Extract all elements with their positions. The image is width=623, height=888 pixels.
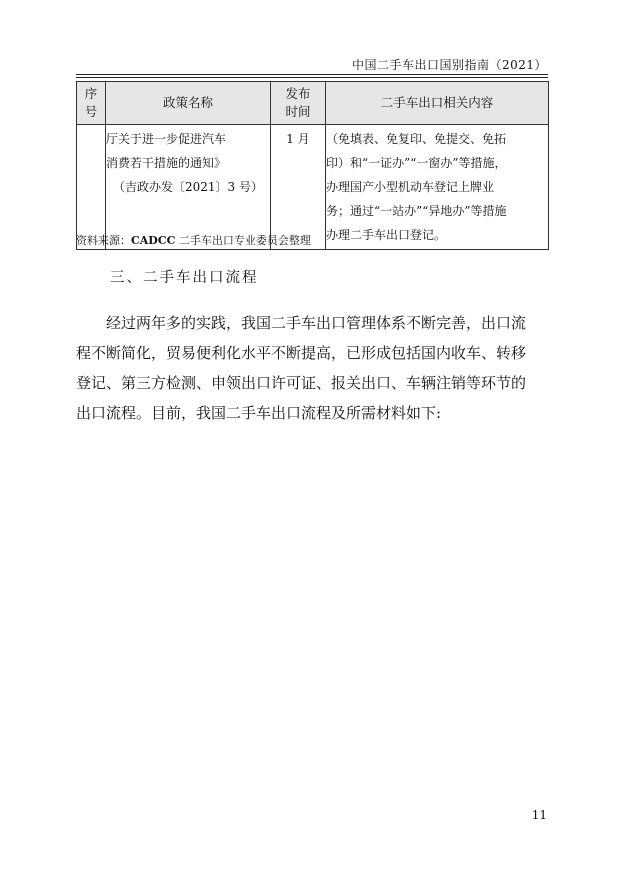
paragraph-line: 出口流程。目前，我国二手车出口流程及所需材料如下:	[76, 404, 442, 422]
col-header-policy-name: 政策名称	[106, 82, 271, 125]
col-header-seq	[77, 82, 106, 125]
body-paragraph	[76, 308, 548, 428]
col-header-content: 二手车出口相关内容	[326, 82, 549, 125]
col-header-time-line2: 时间	[285, 104, 311, 119]
source-note	[76, 232, 311, 248]
cell-policy-name	[106, 125, 271, 250]
table-header-row	[77, 82, 549, 125]
paragraph-line: 程不断简化，贸易便利化水平不断提高，已形成包括国内收车、转移	[76, 344, 527, 362]
paragraph-line: 经过两年多的实践，我国二手车出口管理体系不断完善，出口流	[106, 314, 527, 332]
content-line: 办理二手车出口登记。	[326, 228, 447, 242]
col-header-seq-line1: 序	[84, 86, 98, 101]
col-header-seq-line2: 号	[84, 104, 98, 119]
policy-name-line: 消费若干措施的通知》	[106, 156, 227, 170]
col-header-release-time	[271, 82, 326, 125]
col-header-time-line1: 发布	[285, 86, 311, 101]
policy-name-line: （吉政办发〔2021〕3 号）	[113, 180, 263, 194]
cell-release-time: 1 月	[271, 125, 326, 250]
content-line: 印）和“一证办”“一窗办”等措施，	[326, 156, 507, 170]
running-header-title: 中国二手车出口国别指南（2021）	[351, 58, 547, 72]
policy-name-line: 厅关于进一步促进汽车	[106, 132, 227, 146]
content-line: 办理国产小型机动车登记上牌业	[326, 180, 495, 194]
source-note-text: 二手车出口专业委员会整理	[175, 234, 311, 247]
content-line: （免填表、免复印、免提交、免拓	[326, 132, 507, 146]
table-row	[77, 125, 549, 250]
cell-content	[326, 125, 549, 250]
section-heading: 三、二手车出口流程	[110, 270, 259, 286]
paragraph-line: 登记、第三方检测、申领出口许可证、报关出口、车辆注销等环节的	[76, 374, 527, 392]
cell-seq	[77, 125, 106, 250]
content-line: 务；通过“一站办”“异地办”等措施	[326, 204, 507, 218]
page-number: 11	[531, 808, 547, 822]
source-note-label: 资料来源：	[76, 234, 131, 247]
header-rule	[76, 74, 548, 78]
source-note-org: CADCC	[131, 234, 176, 247]
policy-table	[76, 81, 549, 250]
